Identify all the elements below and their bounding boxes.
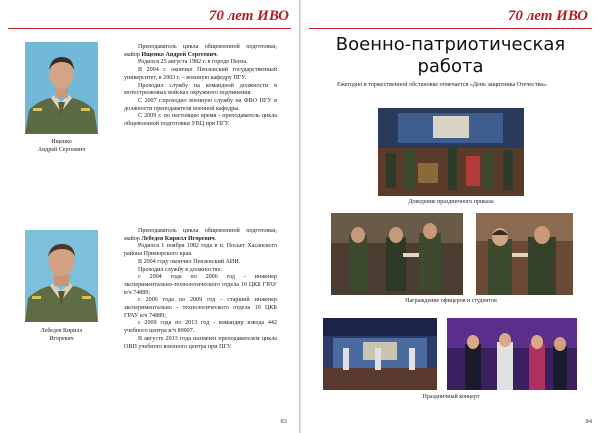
bio-lebedev: Преподаватель цикла общевоенной подготовки, майор Лебедев Кирилл Игоревич. Родился 1 ноября 1982 года в п. Посьет Хасанского района Приморского края. В 2004 году окончил Пензенский АИИ. Проходил службу в должностях: с 2004 года по 2006 год - инженер экспериментально-технологического отдела 10 ЦКБ ГРАУ в/ч 74889; с 2006 года по 2009 год - старший инженер экспериментально - технологического отдела 10 ЦКБ ГРАУ в/ч 74889; с 2009 года по 2013 год - командир взвода 442 учебного центра в/ч 80007. В августе 2013 года назначен преподавателем цикла ОВП учебного военного центра при ПГУ. bbox=[124, 228, 277, 350]
photo-caption: Награждение офицеров и студентов bbox=[405, 298, 497, 304]
header-rule bbox=[309, 28, 592, 29]
page-number: 84 bbox=[585, 418, 592, 425]
person-name: Лебедев Кирилл Игоревич bbox=[141, 235, 215, 242]
section-title: Военно-патриотическая работа bbox=[335, 34, 566, 77]
page-header: 70 лет ИВО bbox=[208, 8, 289, 24]
portrait-ishchenko bbox=[25, 42, 98, 134]
page-number: 83 bbox=[280, 418, 287, 425]
bio-ishchenko: Преподаватель цикла общевоенной подготовки, майор Ищенко Андрей Сергеевич. Родился 25 августа 1982 г. в городе Пенза. В 2004 г. окончил Пензенский государственный университет, в 2003 г. – военную кафедру ПГУ. Проходил службу на командной должности в мотострелковых войсках окружного подчинения. С 2007 г.проходил военную службу на ФВО ПГУ в должности преподавателя военной кафедры. С 2009 г. по настоящее время - преподаватель цикла общевоенной подготовки УВЦ при ПГУ. bbox=[124, 44, 277, 128]
intro-paragraph: Ежегодно в торжественной обстановке отмечается «День защитника Отечества». bbox=[337, 82, 548, 88]
photo-concert-singers bbox=[447, 318, 577, 390]
photo-order-announcement bbox=[378, 108, 524, 196]
person-name: Ищенко Андрей Сергеевич bbox=[141, 51, 217, 58]
portrait-lebedev bbox=[25, 230, 98, 322]
photo-awarding-officers bbox=[331, 213, 463, 295]
portrait-caption: Ищенко Андрей Сергеевич bbox=[37, 139, 86, 153]
photo-caption: Праздничный концерт bbox=[422, 394, 480, 400]
page-header: 70 лет ИВО bbox=[507, 8, 588, 24]
photo-awarding-students bbox=[476, 213, 573, 295]
photo-concert-stage bbox=[323, 318, 437, 390]
photo-caption: Доведение праздничного приказа bbox=[408, 199, 494, 205]
header-rule bbox=[8, 28, 291, 29]
right-page bbox=[301, 0, 600, 433]
left-page bbox=[0, 0, 299, 433]
portrait-caption: Лебедев Кирилл Игоревич bbox=[40, 328, 83, 342]
